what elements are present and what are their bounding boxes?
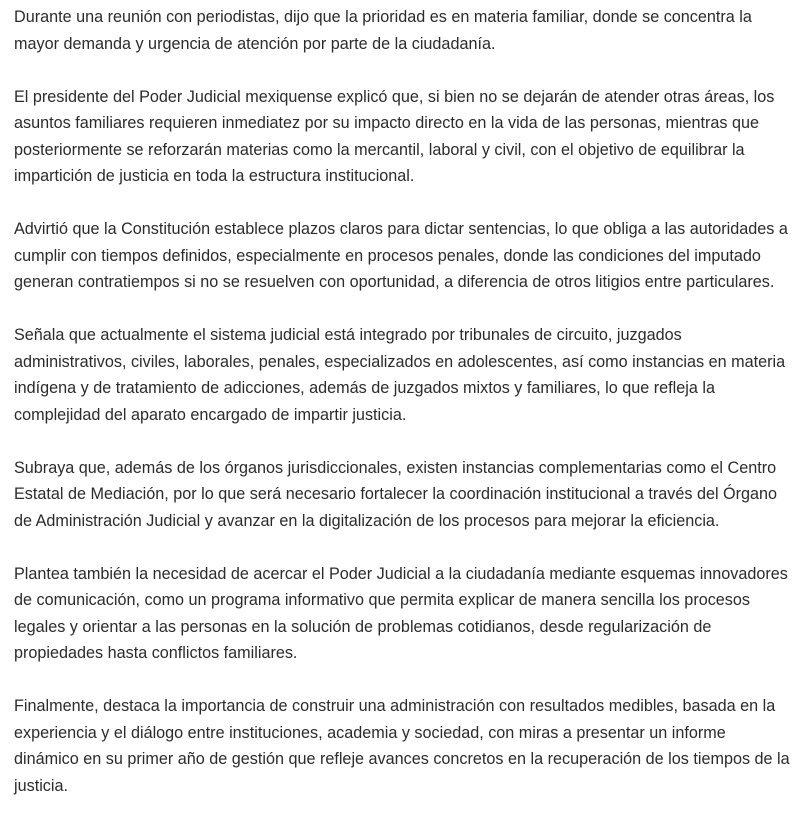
paragraph-constitution-deadlines: Advirtió que la Constitución establece plazos claros para dictar sentencias, lo que obliga a las autoridades a cumplir con tiempos definidos, especialmente en procesos penales, donde las condiciones del imputado generan contratiempos si no se resuelven con oportunidad, a diferencia de otros litigios entre particulares. — [14, 220, 788, 291]
paragraph-mediation-center: Subraya que, además de los órganos jurisdiccionales, existen instancias complementarias como el Centro Estatal de Mediación, por lo que será necesario fortalecer la coordinación institucional a través del Órgano de Administración Judicial y avanzar en la digitalización de los procesos para mejorar la eficiencia. — [14, 458, 778, 530]
paragraph-communication-program: Plantea también la necesidad de acercar el Poder Judicial a la ciudadanía mediante esquemas innovadores de comunicación, como un programa informativo que permita explicar de manera sencilla los procesos legales y orientar a las personas en la solución de problemas cotidianos, desde regularización de propiedades hasta conflictos familiares. — [14, 564, 788, 662]
paragraph-judicial-system: Señala que actualmente el sistema judicial está integrado por tribunales de circuito, juzgados administrativos, civiles, laborales, penales, especializados en adolescentes, así como instancias en materia indígena y de tratamiento de adicciones, además de juzgados mixtos y familiares, lo que refleja la complejidad del aparato encargado de impartir justicia. — [14, 326, 786, 424]
paragraph-priority-family: Durante una reunión con periodistas, dijo que la prioridad es en materia familiar, donde se concentra la mayor demanda y urgencia de atención por parte de la ciudadanía. — [14, 8, 752, 53]
paragraph-measurable-results: Finalmente, destaca la importancia de construir una administración con resultados medibles, basada en la experiencia y el diálogo entre instituciones, academia y sociedad, con miras a presentar un informe dinámico en su primer año de gestión que refleje avances concretos en la recuperación de los tiempos de la justicia. — [14, 697, 790, 795]
paragraph-president-explanation: El presidente del Poder Judicial mexiquense explicó que, si bien no se dejarán de atender otras áreas, los asuntos familiares requieren inmediatez por su impacto directo en la vida de las personas, mientras que posteriormente se reforzarán materias como la mercantil, laboral y civil, con el objetivo de equilibrar la impartición de justicia en toda la estructura institucional. — [14, 87, 775, 185]
article-body — [14, 4, 794, 826]
